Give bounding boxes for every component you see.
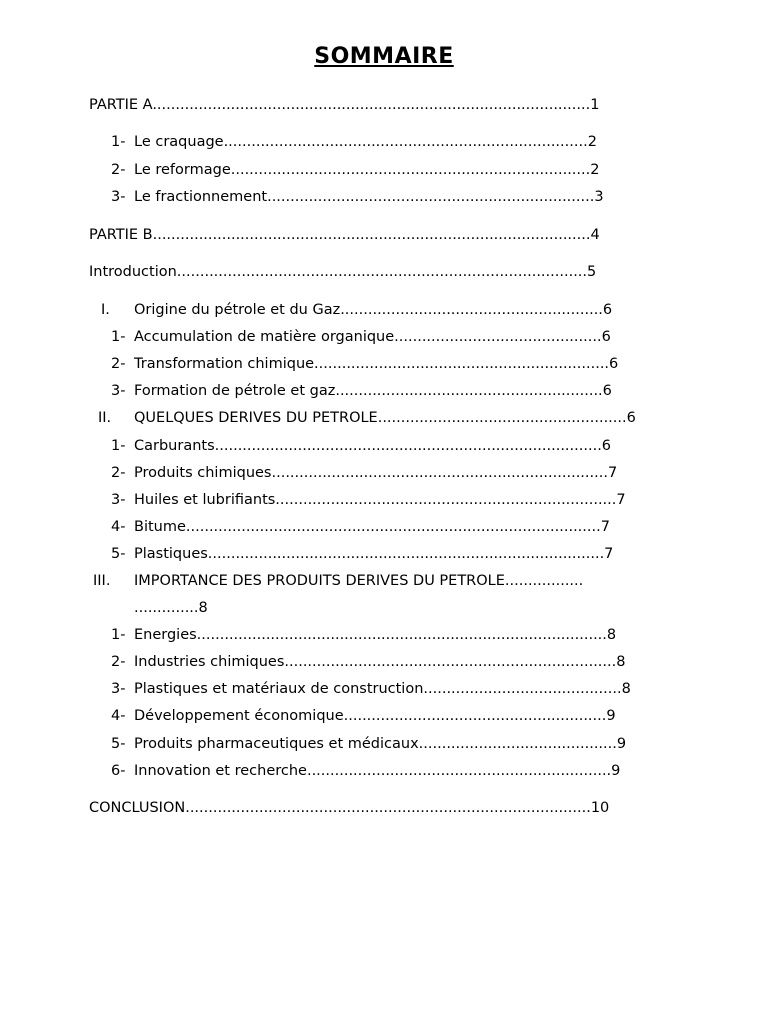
toc-entry: Produits chimiques.........................................................................7 — [134, 465, 618, 481]
toc-marker: 2- — [111, 465, 126, 481]
toc-marker: III. — [93, 573, 111, 589]
toc-entry: Plastiques et matériaux de construction...........................................8 — [134, 681, 631, 697]
toc-marker: 2- — [111, 162, 126, 178]
toc-entry-conclusion: CONCLUSION........................................................................................10 — [89, 800, 610, 816]
toc-entry: Energies.........................................................................................8 — [134, 627, 617, 643]
toc-entry-introduction: Introduction.........................................................................................5 — [89, 264, 597, 280]
page-title: SOMMAIRE — [314, 44, 454, 69]
toc-marker: II. — [98, 410, 112, 426]
toc-marker: 3- — [111, 189, 126, 205]
toc-entry: Accumulation de matière organique.............................................6 — [134, 329, 611, 345]
toc-entry: Le reformage..............................................................................2 — [134, 162, 600, 178]
toc-marker: I. — [101, 302, 110, 318]
toc-marker: 5- — [111, 736, 126, 752]
toc-marker: 4- — [111, 708, 126, 724]
toc-marker: 4- — [111, 519, 126, 535]
toc-marker: 3- — [111, 383, 126, 399]
toc-marker: 3- — [111, 681, 126, 697]
toc-marker: 1- — [111, 134, 126, 150]
toc-entry-partie-a: PARTIE A...............................................................................................1 — [89, 97, 600, 113]
toc-entry-continuation: ..............8 — [134, 600, 208, 616]
toc-entry: Carburants....................................................................................6 — [134, 438, 612, 454]
toc-entry: Transformation chimique................................................................6 — [134, 356, 619, 372]
toc-entry: Industries chimiques........................................................................8 — [134, 654, 626, 670]
toc-entry: Huiles et lubrifiants..........................................................................7 — [134, 492, 626, 508]
toc-entry: Le craquage...............................................................................2 — [134, 134, 597, 150]
toc-entry-section: QUELQUES DERIVES DU PETROLE......................................................6 — [134, 410, 636, 426]
toc-marker: 1- — [111, 329, 126, 345]
toc-entry: Produits pharmaceutiques et médicaux...........................................9 — [134, 736, 627, 752]
toc-marker: 2- — [111, 356, 126, 372]
toc-entry: Innovation et recherche..................................................................9 — [134, 763, 621, 779]
toc-entry: Plastiques......................................................................................7 — [134, 546, 614, 562]
toc-marker: 2- — [111, 654, 126, 670]
toc-entry: Bitume..........................................................................................7 — [134, 519, 610, 535]
toc-marker: 1- — [111, 627, 126, 643]
toc-entry-partie-b: PARTIE B...............................................................................................4 — [89, 227, 600, 243]
toc-entry: Développement économique.........................................................9 — [134, 708, 616, 724]
toc-entry-section: Origine du pétrole et du Gaz.........................................................6 — [134, 302, 613, 318]
toc-marker: 6- — [111, 763, 126, 779]
toc-entry: Le fractionnement.......................................................................3 — [134, 189, 604, 205]
toc-entry-section: IMPORTANCE DES PRODUITS DERIVES DU PETROLE................. — [134, 573, 584, 589]
toc-entry: Formation de pétrole et gaz..........................................................6 — [134, 383, 612, 399]
toc-marker: 1- — [111, 438, 126, 454]
toc-marker: 3- — [111, 492, 126, 508]
toc-marker: 5- — [111, 546, 126, 562]
